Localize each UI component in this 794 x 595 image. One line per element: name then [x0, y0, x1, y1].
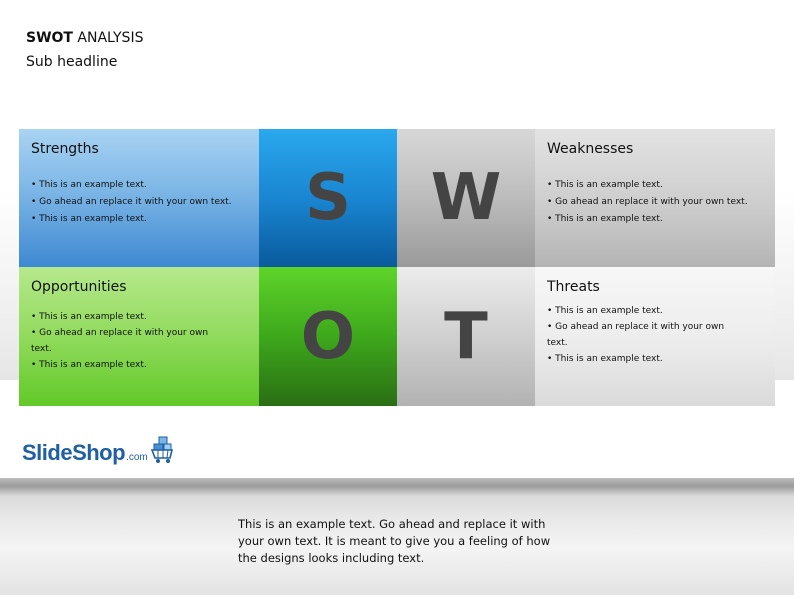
- strengths-title: Strengths: [31, 141, 99, 157]
- threats-list: [547, 303, 763, 367]
- weaknesses-box: [535, 129, 775, 267]
- s-letter-box: [259, 129, 397, 267]
- list-item: • Go ahead an replace it with your own: [31, 328, 209, 338]
- page-subtitle: Sub headline: [26, 54, 118, 70]
- list-item: • This is an example text.: [547, 354, 663, 364]
- footer-divider: [0, 478, 794, 496]
- list-item: • This is an example text.: [547, 180, 663, 190]
- t-letter-box: [397, 267, 535, 406]
- footer-caption: This is an example text. Go ahead and replace it with your own text. It is meant to give you a feeling of how the designs looks including text.: [238, 517, 551, 565]
- list-item: text.: [31, 344, 52, 354]
- page-title-block: [26, 26, 143, 74]
- threats-box: [535, 267, 775, 406]
- opportunities-list: [31, 309, 247, 373]
- s-letter: S: [304, 161, 352, 235]
- logo-name: SlideShop: [22, 440, 126, 465]
- list-item: • Go ahead an replace it with your own text.: [31, 197, 232, 207]
- list-item: • This is an example text.: [31, 360, 147, 370]
- list-item: • This is an example text.: [31, 214, 147, 224]
- slideshop-logo[interactable]: [22, 440, 176, 466]
- logo-suffix: .com: [126, 451, 148, 463]
- list-item: • This is an example text.: [31, 312, 147, 322]
- w-letter-box: [397, 129, 535, 267]
- list-item: • This is an example text.: [547, 306, 663, 316]
- threats-title: Threats: [547, 279, 600, 295]
- shopping-cart-icon: [150, 435, 176, 465]
- w-letter: W: [430, 161, 502, 235]
- opportunities-title: Opportunities: [31, 279, 127, 295]
- list-item: • This is an example text.: [547, 214, 663, 224]
- o-letter-box: [259, 267, 397, 406]
- strengths-box: [19, 129, 259, 267]
- o-letter: O: [300, 299, 356, 374]
- weaknesses-title: Weaknesses: [547, 141, 634, 157]
- list-item: • Go ahead an replace it with your own text.: [547, 197, 748, 207]
- list-item: text.: [547, 338, 568, 348]
- list-item: • This is an example text.: [31, 180, 147, 190]
- page-title: SWOT ANALYSIS: [26, 30, 144, 46]
- weaknesses-list: [547, 177, 763, 228]
- opportunities-box: [19, 267, 259, 406]
- list-item: • Go ahead an replace it with your own: [547, 322, 725, 332]
- t-letter: T: [444, 299, 488, 374]
- strengths-list: [31, 177, 247, 228]
